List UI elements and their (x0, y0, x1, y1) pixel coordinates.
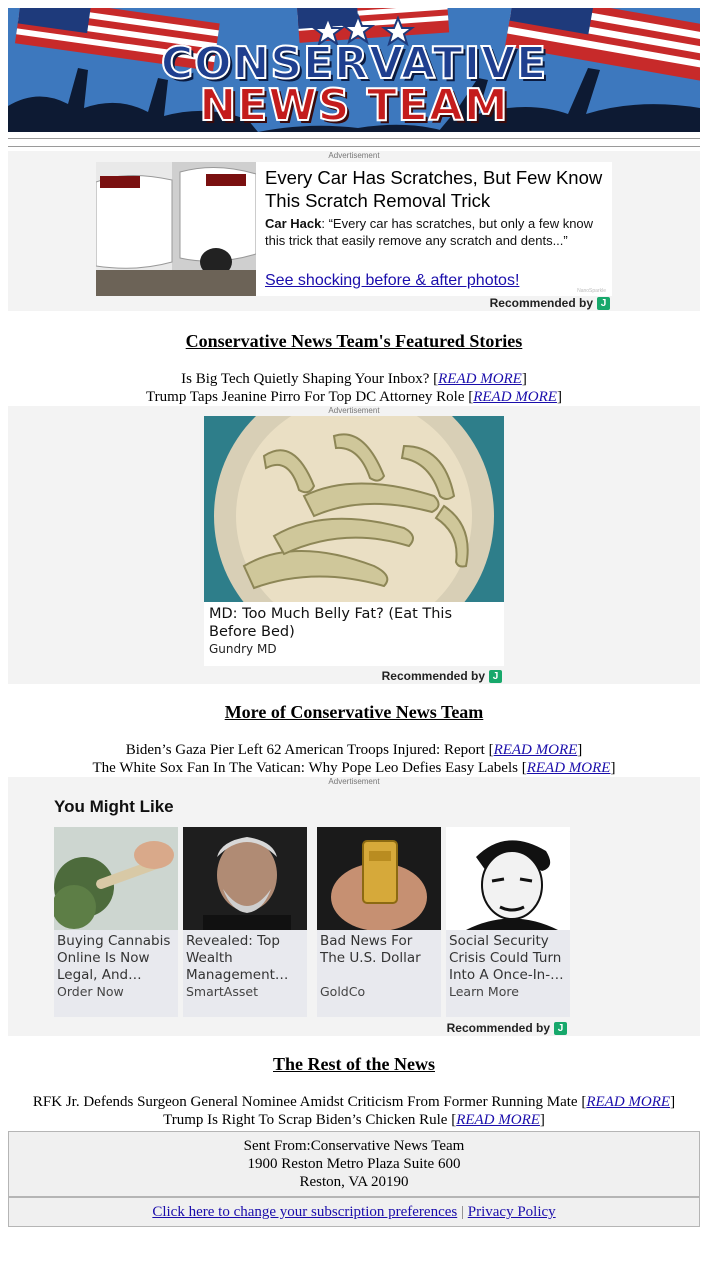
story-text: Is Big Tech Quietly Shaping Your Inbox? (181, 371, 434, 387)
ad-you-might-like (8, 777, 700, 1036)
ad-belly-fat (8, 406, 700, 684)
ad-source-tiny: NanoSparkle (577, 288, 606, 294)
footer-separator: | (460, 1204, 464, 1220)
divider (8, 146, 700, 147)
car-scratch-image[interactable] (96, 162, 256, 296)
featured-stories-list (8, 370, 700, 406)
man-portrait-image (183, 827, 307, 930)
recommended-label: Recommended by (381, 669, 485, 683)
address-line-2: Reston, VA 20190 (299, 1174, 409, 1190)
rest-of-news-title: The Rest of the News (273, 1054, 435, 1074)
recommended-label: Recommended by (446, 1021, 550, 1035)
read-more-link[interactable]: READ MORE (438, 371, 522, 387)
ad-cta-link[interactable]: See shocking before & after photos! (265, 272, 520, 289)
privacy-policy-link[interactable]: Privacy Policy (467, 1204, 556, 1220)
card-title: Bad News For The U.S. Dollar (320, 933, 421, 966)
recommended-by[interactable] (490, 296, 610, 310)
portrait-graphic (183, 827, 307, 930)
card-source: GoldCo (320, 984, 366, 999)
read-more-link[interactable]: READ MORE (473, 389, 557, 405)
footer-links (8, 1197, 700, 1227)
ad-label: Advertisement (328, 777, 380, 786)
divider (8, 138, 700, 139)
ad-card-cannabis[interactable] (54, 827, 178, 1017)
cannabis-graphic (54, 827, 178, 930)
read-more-link[interactable]: READ MORE (526, 760, 611, 776)
read-more-link[interactable]: READ MORE (493, 742, 578, 758)
recommended-by[interactable] (382, 669, 502, 683)
card-source: Order Now (57, 984, 124, 999)
story-item: Biden’s Gaza Pier Left 62 American Troops Injured: Report [READ MORE] (125, 742, 583, 758)
card-title: Social Security Crisis Could Turn Into A Once-In-… (449, 933, 564, 983)
story-item: Trump Taps Jeanine Pirro For Top DC Attorney Role [READ MORE] (146, 389, 562, 405)
email-body (8, 8, 700, 1227)
ad-label: Advertisement (328, 406, 380, 415)
ad-label: Advertisement (328, 151, 380, 160)
story-text: RFK Jr. Defends Surgeon General Nominee Amidst Criticism From Former Running Mate (32, 1094, 582, 1110)
ad-scratch-removal (8, 151, 700, 311)
card-source: SmartAsset (186, 984, 258, 999)
card-source: Learn More (449, 984, 519, 999)
story-text: Trump Is Right To Scrap Biden’s Chicken Rule (163, 1112, 452, 1128)
ad-card[interactable] (96, 162, 612, 296)
sketch-graphic (446, 827, 570, 930)
read-more-link[interactable]: READ MORE (456, 1112, 540, 1128)
more-stories-list (8, 741, 700, 777)
rest-stories-list (8, 1093, 700, 1129)
subscription-preferences-link[interactable]: Click here to change your subscription preferences (152, 1204, 458, 1220)
car-image-graphic (96, 162, 256, 296)
story-item: The White Sox Fan In The Vatican: Why Pope Leo Defies Easy Labels [READ MORE] (92, 760, 616, 776)
logo-line-1: CONSERVATIVE (160, 38, 548, 89)
logo-line-2: NEWS TEAM (199, 80, 509, 131)
ad-body-text: : “Every car has scratches, but only a few know this trick that easily remove any scratch and dents...” (265, 216, 594, 248)
recommender-logo-icon: J (597, 297, 610, 310)
more-stories-title: More of Conservative News Team (224, 702, 484, 722)
trump-sketch-image (446, 827, 570, 930)
story-item: Trump Is Right To Scrap Biden’s Chicken Rule [READ MORE] (163, 1112, 545, 1128)
recommender-logo-icon: J (554, 1022, 567, 1035)
ad-card-dollar[interactable] (317, 827, 441, 1017)
story-item: Is Big Tech Quietly Shaping Your Inbox? [READ MORE] (181, 371, 527, 387)
gold-bar-image (317, 827, 441, 930)
card-title: Revealed: Top Wealth Management… (186, 933, 289, 983)
ad-caption[interactable] (204, 602, 504, 666)
read-more-link[interactable]: READ MORE (586, 1094, 671, 1110)
ad-body (265, 215, 595, 249)
recommended-by[interactable] (447, 1021, 567, 1035)
story-text: Trump Taps Jeanine Pirro For Top DC Attorney Role (146, 389, 469, 405)
story-text: Biden’s Gaza Pier Left 62 American Troops Injured: Report (125, 742, 489, 758)
divider-lines (8, 138, 700, 147)
sent-from: Sent From:Conservative News Team (243, 1138, 465, 1154)
ad-title[interactable]: MD: Too Much Belly Fat? (Eat This Before Bed) (209, 606, 453, 640)
bananas-graphic (204, 416, 504, 602)
story-item: RFK Jr. Defends Surgeon General Nominee Amidst Criticism From Former Running Mate [READ MORE] (32, 1094, 676, 1110)
ad-card-wealth[interactable] (183, 827, 307, 1017)
you-might-like-heading: You Might Like (54, 797, 174, 816)
ad-source: Gundry MD (209, 642, 277, 656)
featured-stories-title: Conservative News Team's Featured Stories (185, 331, 523, 351)
recommender-logo-icon: J (489, 670, 502, 683)
story-text: The White Sox Fan In The Vatican: Why Pope Leo Defies Easy Labels (92, 760, 522, 776)
ad-card-social-security[interactable] (446, 827, 570, 1017)
gold-bar-graphic (317, 827, 441, 930)
address-line-1: 1900 Reston Metro Plaza Suite 600 (247, 1156, 461, 1172)
ad-title[interactable]: Every Car Has Scratches, But Few Know This Scratch Removal Trick (265, 167, 603, 211)
ad-brand: Car Hack (265, 216, 322, 231)
recommended-label: Recommended by (489, 296, 593, 310)
card-title: Buying Cannabis Online Is Now Legal, And… (57, 933, 171, 983)
header-banner[interactable] (8, 8, 700, 132)
cannabis-image (54, 827, 178, 930)
bananas-plate-image[interactable] (204, 416, 504, 602)
footer-address-box (8, 1131, 700, 1197)
